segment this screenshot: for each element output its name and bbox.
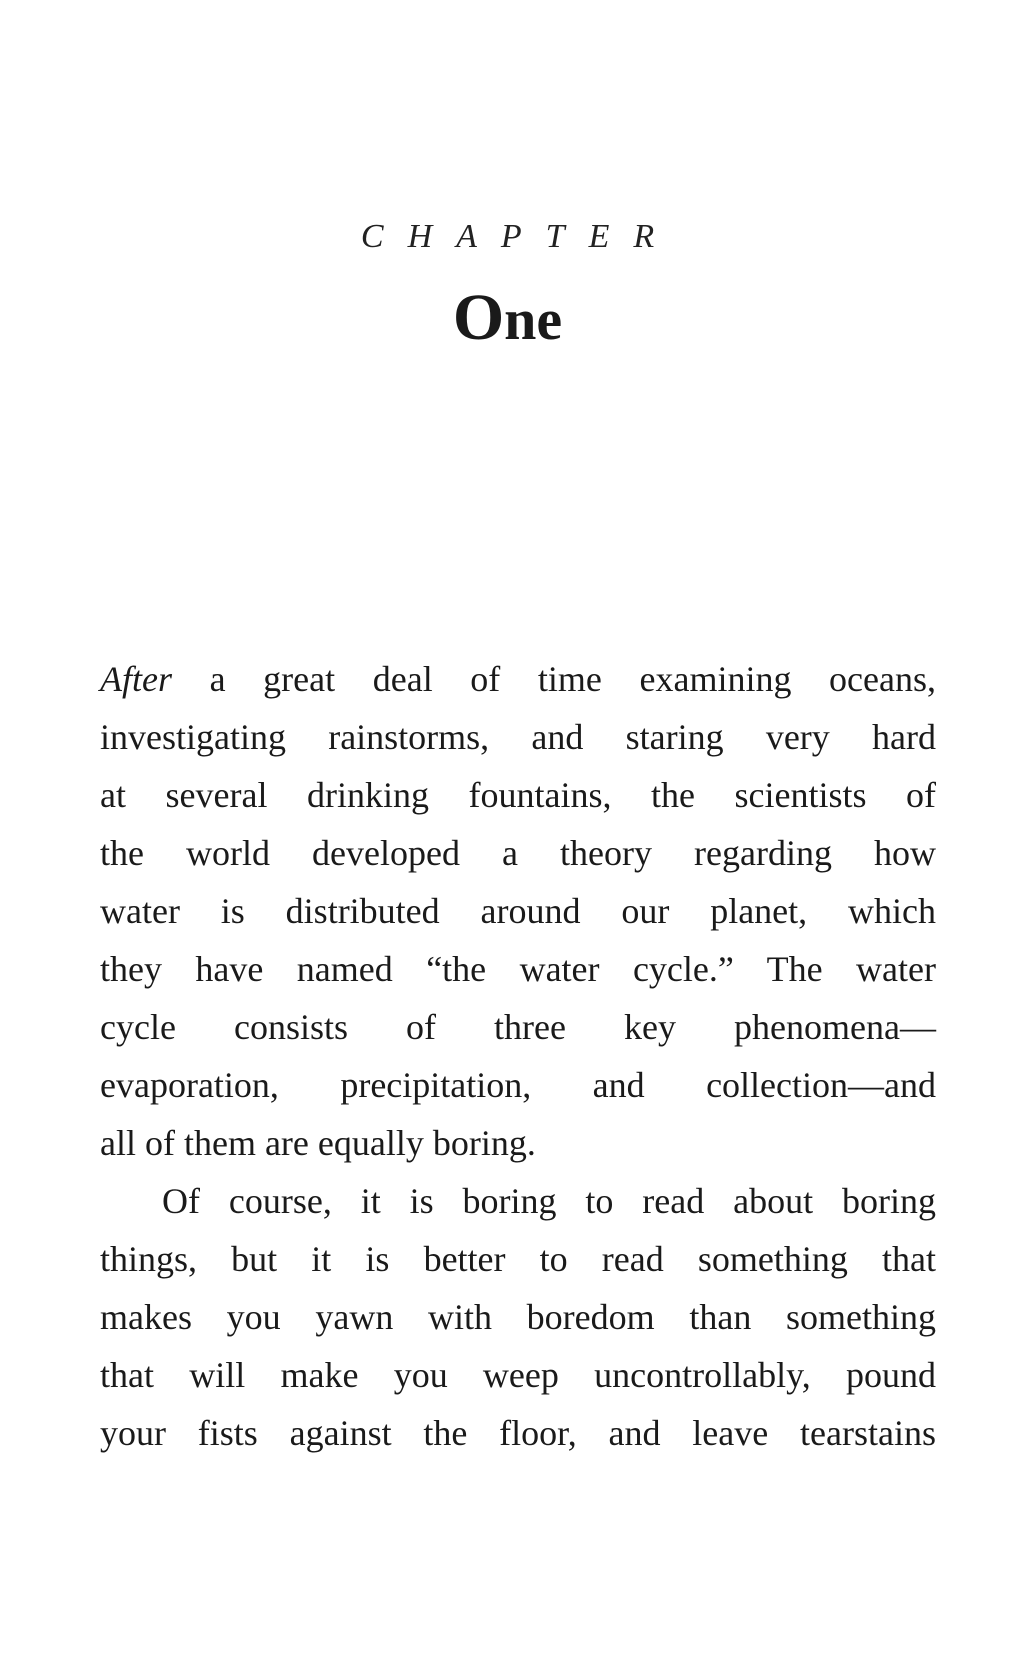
lead-word: After [100,659,172,699]
body-text [100,650,936,1462]
chapter-label: CHAPTER [360,218,679,255]
paragraph-2-line-1: Of course, it is boring to read about boring [162,1181,936,1221]
paragraph-1-line-1: After a great deal of time examining oceans, [100,659,936,699]
paragraph-1-line-3: at several drinking fountains, the scientists of [100,775,936,815]
paragraph-1-line-5: water is distributed around our planet, which [100,891,936,931]
chapter-number-rest: ne [504,287,563,352]
paragraph-2-line-5: your fists against the floor, and leave tearstains [100,1413,936,1453]
paragraph-1-line-2: investigating rainstorms, and staring very hard [100,717,936,757]
paragraph-1-line-4: the world developed a theory regarding how [100,833,936,873]
chapter-number-initial: O [452,281,505,354]
paragraph-1-line-8: evaporation, precipitation, and collection—and [100,1065,936,1105]
paragraph-1-line-9: all of them are equally boring. [100,1123,536,1163]
paragraph-2-line-3: makes you yawn with boredom than something [100,1297,936,1337]
paragraph-2-line-4: that will make you weep uncontrollably, pound [100,1355,936,1395]
paragraph-1-line-7: cycle consists of three key phenomena— [100,1007,936,1047]
paragraph-2-line-2: things, but it is better to read something that [100,1239,936,1279]
chapter-number [0,280,1015,356]
paragraph-1-line-6: they have named “the water cycle.” The water [100,949,936,989]
